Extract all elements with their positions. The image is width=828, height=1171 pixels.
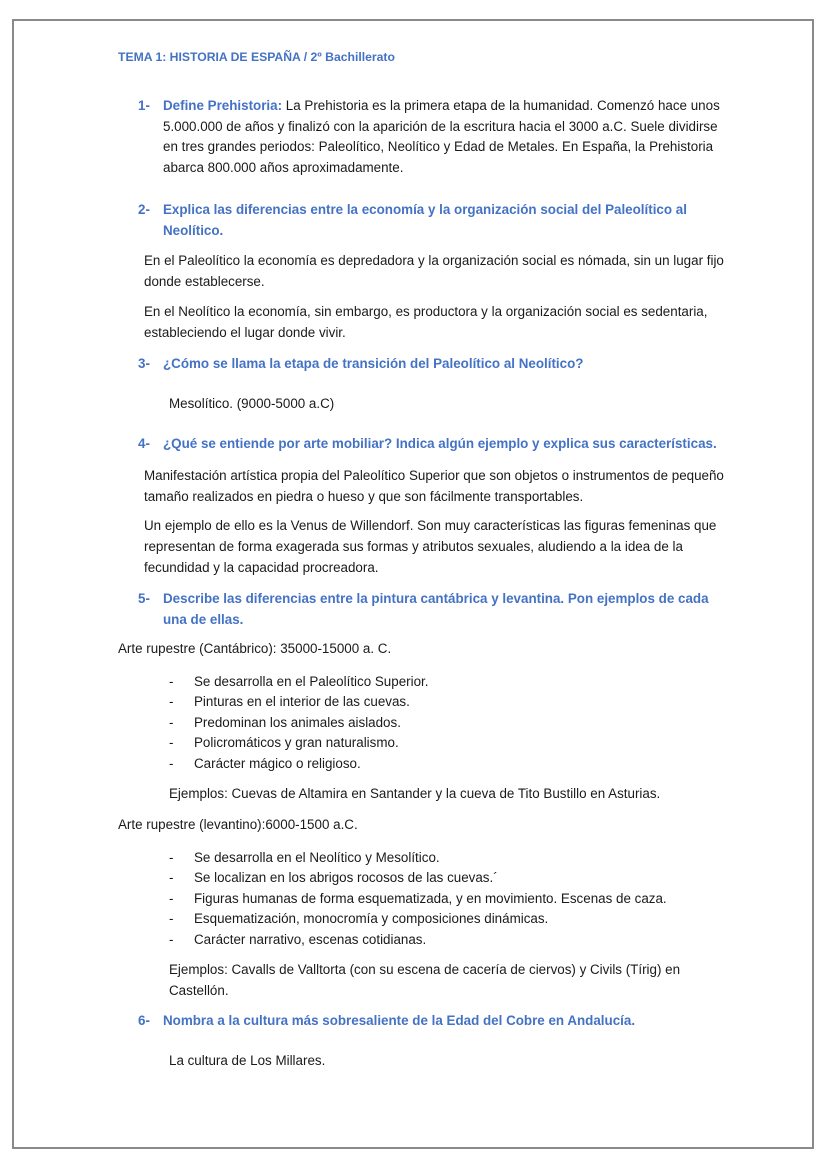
question-6-label: Nombra a la cultura más sobresaliente de la Edad del Cobre en Andalucía.	[163, 1013, 636, 1028]
question-3-label: ¿Cómo se llama la etapa de transición del Paleolítico al Neolítico?	[163, 356, 584, 371]
question-5-label: Describe las diferencias entre la pintura cantábrica y levantina. Pon ejemplos de cada una de ellas.	[163, 591, 709, 627]
cantabrico-heading: Arte rupestre (Cantábrico): 35000-15000 a. C.	[118, 641, 392, 656]
list-item: - Pinturas en el interior de las cuevas.	[169, 694, 410, 710]
levantino-bullets	[169, 848, 667, 950]
question-6-answer: La cultura de Los Millares.	[169, 1053, 326, 1068]
list-item: - Figuras humanas de forma esquematizada, y en movimiento. Escenas de caza.	[169, 890, 667, 906]
question-2-label: Explica las diferencias entre la economía y la organización social del Paleolítico al Neolítico.	[163, 202, 687, 238]
question-4-number: 4-	[138, 436, 150, 451]
question-3-number: 3-	[138, 356, 150, 371]
list-item: - Predominan los animales aislados.	[169, 714, 401, 730]
list-item: - Carácter mágico o religioso.	[169, 755, 361, 771]
levantino-heading: Arte rupestre (levantino):6000-1500 a.C.	[118, 817, 358, 832]
question-1	[163, 96, 723, 178]
list-item: - Se localizan en los abrigos rocosos de las cuevas.´	[169, 870, 498, 886]
list-item: - Carácter narrativo, escenas cotidianas.	[169, 931, 427, 947]
question-3-answer: Mesolítico. (9000-5000 a.C)	[169, 396, 335, 411]
list-item: - Esquematización, monocromía y composiciones dinámicas.	[169, 911, 549, 927]
question-2-paragraph-2: En el Neolítico la economía, sin embargo, es productora y la organización social es sedentaria, estableciendo el lugar donde vivir.	[144, 304, 708, 340]
question-6-number: 6-	[138, 1013, 150, 1028]
question-5-number: 5-	[138, 591, 150, 606]
question-4-paragraph-1: Manifestación artística propia del Paleolítico Superior que son objetos o instrumentos de pequeño tamaño realizados en piedra o hueso y que son fácilmente transportables.	[144, 468, 724, 504]
list-item: - Se desarrolla en el Neolítico y Mesolítico.	[169, 850, 440, 865]
list-item: - Policromáticos y gran naturalismo.	[169, 735, 399, 751]
question-4-label: ¿Qué se entiende por arte mobiliar? Indica algún ejemplo y explica sus características.	[163, 436, 717, 451]
question-1-number: 1-	[138, 98, 150, 113]
cantabrico-bullets	[169, 672, 428, 774]
question-2-paragraph-1: En el Paleolítico la economía es depredadora y la organización social es nómada, sin un lugar fijo donde establecerse.	[144, 253, 724, 289]
levantino-examples: Ejemplos: Cavalls de Valltorta (con su escena de cacería de ciervos) y Civils (Tírig) en Castellón.	[169, 962, 681, 998]
cantabrico-examples: Ejemplos: Cuevas de Altamira en Santander y la cueva de Tito Bustillo en Asturias.	[169, 786, 661, 801]
question-2-number: 2-	[138, 202, 150, 217]
question-4-paragraph-2: Un ejemplo de ello es la Venus de Willendorf. Son muy características las figuras femeninas que representan de forma exagerada sus formas y atributos sexuales, aludiendo a la idea de la fecundidad y la capacidad procreadora.	[144, 518, 717, 575]
question-1-answer: La Prehistoria es la primera etapa de la humanidad. Comenzó hace unos 5.000.000 de años y finalizó con la aparición de la escritura hacia el 3000 a.C. Suele dividirse en tres grandes periodos: Paleolítico, Neolítico y Edad de Metales. En España, la Prehistoria abarca 800.000 años aproximadamente.	[163, 98, 720, 175]
document-header: TEMA 1: HISTORIA DE ESPAÑA / 2º Bachillerato	[118, 50, 395, 64]
question-1-label: Define Prehistoria:	[163, 98, 283, 113]
list-item: - Se desarrolla en el Paleolítico Superior.	[169, 674, 429, 689]
